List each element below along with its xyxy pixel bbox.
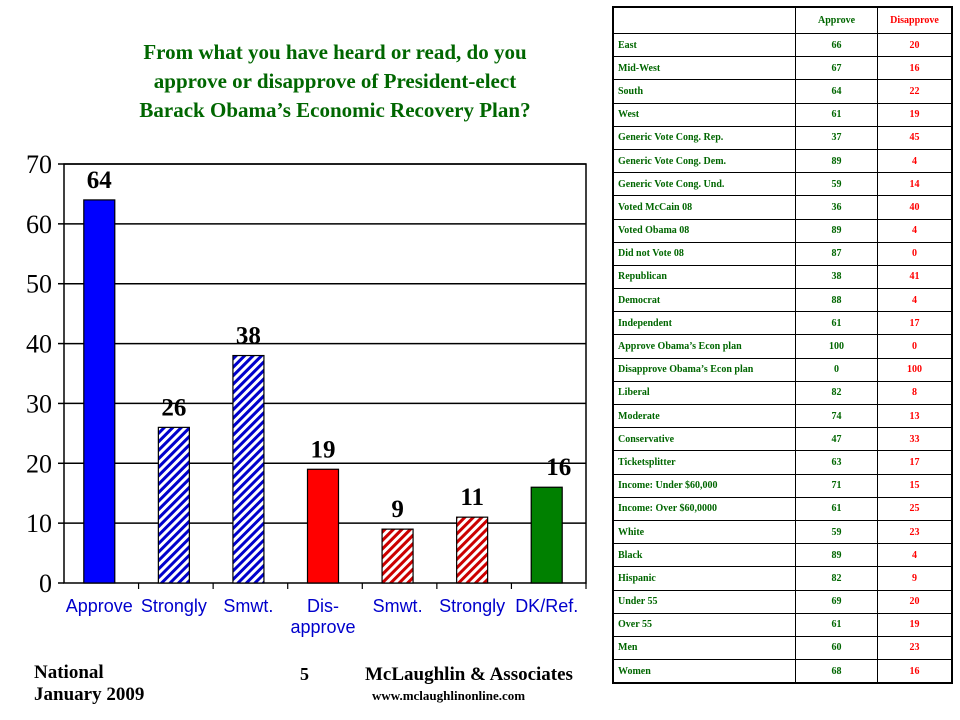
approve-value: 59: [796, 520, 878, 543]
disapprove-value: 9: [878, 567, 953, 590]
row-label: Did not Vote 08: [613, 242, 796, 265]
approve-value: 60: [796, 636, 878, 659]
x-tick-label: Smwt.: [372, 596, 423, 616]
disapprove-value: 20: [878, 590, 953, 613]
bar-value-label: 19: [310, 436, 336, 464]
crosstab-table: [612, 6, 953, 684]
row-label: East: [613, 34, 796, 57]
approve-value: 61: [796, 613, 878, 636]
bar-chart: [0, 140, 600, 640]
title-line-2: approve or disapprove of President-elect: [153, 69, 517, 93]
disapprove-value: 20: [878, 34, 953, 57]
approve-value: 87: [796, 242, 878, 265]
page-number: 5: [300, 664, 309, 684]
disapprove-value: 41: [878, 265, 953, 288]
approve-value: 63: [796, 451, 878, 474]
bar: [457, 517, 488, 583]
disapprove-value: 100: [878, 358, 953, 381]
approve-value: 89: [796, 149, 878, 172]
row-label: Black: [613, 544, 796, 567]
approve-value: 89: [796, 544, 878, 567]
disapprove-value: 4: [878, 149, 953, 172]
row-label: Generic Vote Cong. Dem.: [613, 149, 796, 172]
bar-value-label: 11: [460, 484, 484, 512]
table-row: [613, 381, 952, 404]
x-tick-label: Strongly: [439, 596, 506, 616]
approve-value: 37: [796, 126, 878, 149]
table-row: [613, 590, 952, 613]
disapprove-value: 40: [878, 196, 953, 219]
disapprove-value: 45: [878, 126, 953, 149]
header-label: [613, 7, 796, 34]
y-tick-label: 40: [26, 329, 52, 359]
row-label: Liberal: [613, 381, 796, 404]
disapprove-value: 22: [878, 80, 953, 103]
bar-value-label: 38: [235, 322, 261, 350]
bar: [308, 469, 339, 583]
footer-url: www.mclaughlinonline.com: [372, 688, 526, 703]
row-label: Disapprove Obama’s Econ plan: [613, 358, 796, 381]
row-label: Independent: [613, 312, 796, 335]
bar-value-label: 9: [391, 496, 404, 524]
disapprove-value: 19: [878, 613, 953, 636]
y-tick-label: 0: [39, 569, 52, 598]
footer-region-date: [34, 662, 144, 706]
table-row: [613, 520, 952, 543]
disapprove-value: 4: [878, 544, 953, 567]
x-tick-label: Dis-: [307, 596, 339, 616]
approve-value: 61: [796, 312, 878, 335]
disapprove-value: 8: [878, 381, 953, 404]
row-label: Over 55: [613, 613, 796, 636]
title-line-3: Barack Obama’s Economic Recovery Plan?: [139, 98, 531, 122]
disapprove-value: 17: [878, 451, 953, 474]
chart-title: [60, 38, 610, 125]
footer-date: January 2009: [34, 684, 145, 705]
table-row: [613, 405, 952, 428]
table-row: [613, 636, 952, 659]
y-tick-label: 10: [26, 509, 52, 539]
table-row: [613, 544, 952, 567]
approve-value: 89: [796, 219, 878, 242]
row-label: Income: Over $60,0000: [613, 497, 796, 520]
x-tick-label: approve: [290, 617, 356, 637]
approve-value: 100: [796, 335, 878, 358]
x-tick-label: DK/Ref.: [515, 596, 579, 616]
disapprove-value: 23: [878, 636, 953, 659]
disapprove-value: 17: [878, 312, 953, 335]
bar-value-label: 64: [86, 166, 112, 194]
table-row: [613, 57, 952, 80]
x-tick-label: Smwt.: [223, 596, 274, 616]
disapprove-value: 0: [878, 335, 953, 358]
table-row: [613, 474, 952, 497]
row-label: Conservative: [613, 428, 796, 451]
bar: [84, 200, 115, 583]
row-label: Democrat: [613, 289, 796, 312]
footer-national: National: [34, 662, 104, 683]
approve-value: 68: [796, 660, 878, 684]
approve-value: 69: [796, 590, 878, 613]
table-row: [613, 660, 952, 684]
row-label: Republican: [613, 265, 796, 288]
approve-value: 47: [796, 428, 878, 451]
approve-value: 71: [796, 474, 878, 497]
disapprove-value: 0: [878, 242, 953, 265]
disapprove-value: 4: [878, 289, 953, 312]
y-tick-label: 20: [26, 449, 52, 479]
table-row: [613, 312, 952, 335]
row-label: Moderate: [613, 405, 796, 428]
approve-value: 59: [796, 173, 878, 196]
bar-value-label: 26: [161, 394, 187, 422]
approve-value: 82: [796, 381, 878, 404]
row-label: White: [613, 520, 796, 543]
row-label: Ticketsplitter: [613, 451, 796, 474]
bar: [158, 427, 189, 583]
y-tick-label: 50: [26, 269, 52, 299]
table-row: [613, 173, 952, 196]
disapprove-value: 15: [878, 474, 953, 497]
approve-value: 0: [796, 358, 878, 381]
row-label: Generic Vote Cong. Rep.: [613, 126, 796, 149]
disapprove-value: 16: [878, 660, 953, 684]
table-row: [613, 289, 952, 312]
approve-value: 66: [796, 34, 878, 57]
approve-value: 74: [796, 405, 878, 428]
table-row: [613, 358, 952, 381]
row-label: South: [613, 80, 796, 103]
row-label: Under 55: [613, 590, 796, 613]
y-tick-label: 60: [26, 209, 52, 239]
table-row: [613, 126, 952, 149]
y-tick-label: 30: [26, 389, 52, 419]
disapprove-value: 23: [878, 520, 953, 543]
row-label: Generic Vote Cong. Und.: [613, 173, 796, 196]
bar: [531, 487, 562, 583]
disapprove-value: 33: [878, 428, 953, 451]
disapprove-value: 14: [878, 173, 953, 196]
table-header-row: [613, 7, 952, 34]
approve-value: 64: [796, 80, 878, 103]
row-label: Hispanic: [613, 567, 796, 590]
disapprove-value: 25: [878, 497, 953, 520]
disapprove-value: 16: [878, 57, 953, 80]
table-row: [613, 219, 952, 242]
approve-value: 61: [796, 103, 878, 126]
table-row: [613, 34, 952, 57]
approve-value: 61: [796, 497, 878, 520]
table-row: [613, 451, 952, 474]
approve-value: 36: [796, 196, 878, 219]
row-label: Income: Under $60,000: [613, 474, 796, 497]
x-tick-label: Strongly: [140, 596, 207, 616]
table-row: [613, 497, 952, 520]
table-row: [613, 265, 952, 288]
table-row: [613, 613, 952, 636]
table-row: [613, 80, 952, 103]
table-row: [613, 567, 952, 590]
row-label: Women: [613, 660, 796, 684]
title-line-1: From what you have heard or read, do you: [143, 40, 527, 64]
header-approve: Approve: [796, 7, 878, 34]
bar: [382, 529, 413, 583]
table-row: [613, 103, 952, 126]
row-label: Mid-West: [613, 57, 796, 80]
disapprove-value: 19: [878, 103, 953, 126]
table-row: [613, 428, 952, 451]
table-row: [613, 149, 952, 172]
disapprove-value: 4: [878, 219, 953, 242]
bar: [233, 356, 264, 583]
table-row: [613, 242, 952, 265]
row-label: West: [613, 103, 796, 126]
table-row: [613, 196, 952, 219]
row-label: Voted Obama 08: [613, 219, 796, 242]
bar-value-label: 16: [546, 454, 572, 482]
row-label: Approve Obama’s Econ plan: [613, 335, 796, 358]
row-label: Voted McCain 08: [613, 196, 796, 219]
approve-value: 67: [796, 57, 878, 80]
approve-value: 38: [796, 265, 878, 288]
x-tick-label: Approve: [65, 596, 133, 616]
table-row: [613, 335, 952, 358]
y-tick-label: 70: [26, 150, 52, 179]
approve-value: 88: [796, 289, 878, 312]
header-disapprove: Disapprove: [878, 7, 953, 34]
row-label: Men: [613, 636, 796, 659]
approve-value: 82: [796, 567, 878, 590]
disapprove-value: 13: [878, 405, 953, 428]
footer-firm: McLaughlin & Associates: [365, 664, 573, 685]
